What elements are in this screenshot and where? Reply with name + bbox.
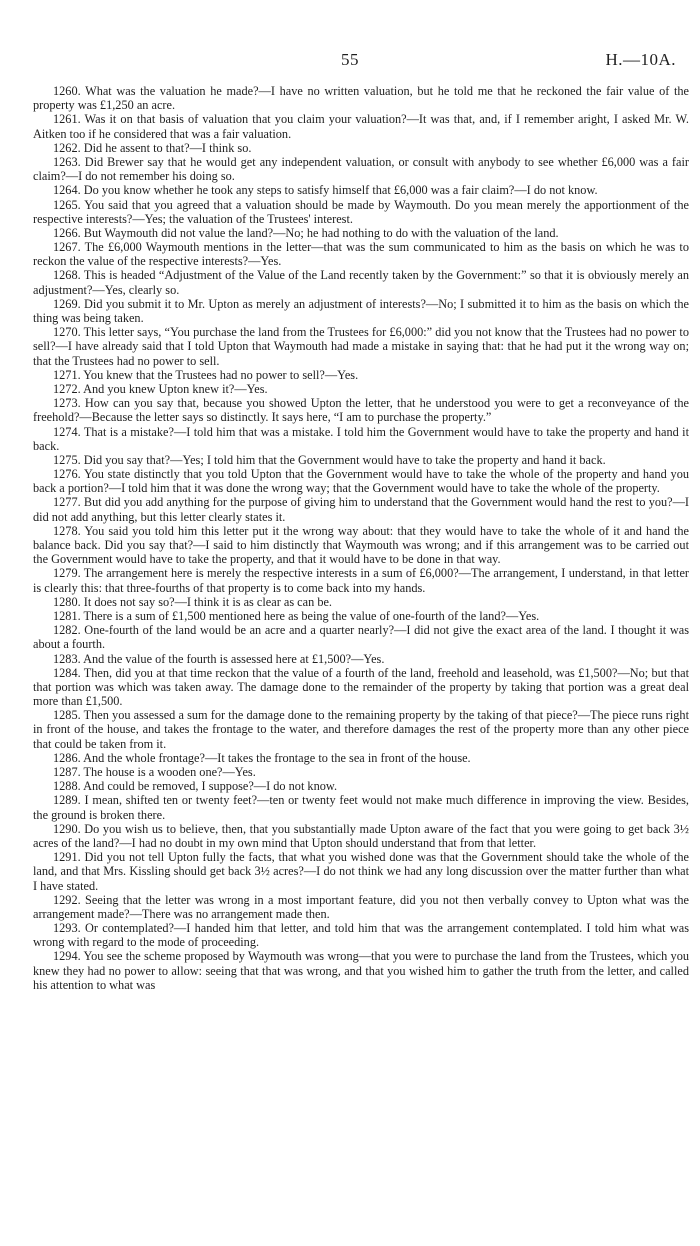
paragraph-1288: 1288. And could be removed, I suppose?—I do not know. (53, 779, 338, 794)
paragraph-1265: 1265. You said that you agreed that a valuation should be made by Waymouth. Do you mean merely the apportionment of the respective interests?—Yes; the valuation of the Trustees' interest. (33, 197, 689, 226)
paragraph-1263: 1263. Did Brewer say that he would get any independent valuation, or consult with anybody to see whether £6,000 was a fair claim?—I do not remember his doing so. (33, 154, 689, 184)
paragraph-1287: 1287. The house is a wooden one?—Yes. (53, 765, 256, 779)
document-body (33, 84, 689, 992)
paragraph-1268: 1268. This is headed “Adjustment of the Value of the Land recently taken by the Government:” so that it is obviously merely an adjustment?—Yes, clearly so. (33, 268, 689, 297)
paragraph-1278: 1278. You said you told him this letter put it the wrong way about: that they would have to take the whole of it and hand the balance back. Did you say that?—I said to him distinctly that Waymouth was wrong; and if this arrangement was to be carried out the Government would have to take the property, and that it would have to be done in that way. (33, 523, 689, 567)
paragraph-1261: 1261. Was it on that basis of valuation that you claim your valuation?—It was that, and, if I remember aright, I asked Mr. W. Aitken too if he considered that was a fair valuation. (33, 112, 689, 141)
paragraph-1290: 1290. Do you wish us to believe, then, that you substantially made Upton aware of the fact that you were going to get back 3½ acres of the land?—I had no doubt in my own mind that Upton should understand that from that letter. (33, 821, 689, 850)
paragraph-1292: 1292. Seeing that the letter was wrong in a most important feature, did you not then verbally convey to Upton what was the arrangement made?—There was no arrangement made then. (33, 892, 689, 921)
paragraph-1283: 1283. And the value of the fourth is assessed here at £1,500?—Yes. (53, 651, 385, 666)
paragraph-1260: 1260. What was the valuation he made?—I have no written valuation, but he told me that he reckoned the fair value of the property was £1,250 an acre. (33, 84, 689, 113)
paragraph-1266: 1266. But Waymouth did not value the land?—No; he had nothing to do with the valuation of the land. (53, 225, 559, 240)
paragraph-1282: 1282. One-fourth of the land would be an acre and a quarter nearly?—I did not give the exact area of the land. I thought it was about a fourth. (33, 623, 689, 652)
paragraph-1267: 1267. The £6,000 Waymouth mentions in the letter—that was the sum communicated to him as the basis on which he was to reckon the value of the respective interests?—Yes. (33, 240, 689, 269)
paragraph-1277: 1277. But did you add anything for the purpose of giving him to understand that the Government would hand the rest to you?—I did not add anything, but this letter clearly states it. (33, 495, 689, 524)
paragraph-1276: 1276. You state distinctly that you told Upton that the Government would have to take the whole of the property and hand you back a portion?—I told him that it was done the wrong way; that the Government would have to take the whole of the property. (33, 467, 689, 496)
paragraph-1289: 1289. I mean, shifted ten or twenty feet?—ten or twenty feet would not make much difference in improving the view. Besides, the ground is broken there. (33, 793, 689, 822)
paragraph-1269: 1269. Did you submit it to Mr. Upton as merely an adjustment of interests?—No; I submitted it to him as the basis on which the thing was being taken. (33, 296, 689, 325)
paragraph-1274: 1274. That is a mistake?—I told him that was a mistake. I told him the Government would have to take the property and hand it back. (33, 424, 689, 453)
document-reference: H.—10A. (605, 50, 676, 69)
paragraph-1275: 1275. Did you say that?—Yes; I told him that the Government would have to take the property and hand it back. (53, 452, 606, 467)
paragraph-1294: 1294. You see the scheme proposed by Waymouth was wrong—that you were to purchase the land from the Trustees, which you knew they had no power to allow: seeing that that was wrong, and that you wished him to gather the truth from the letter, and called his attention to what was (33, 949, 689, 992)
paragraph-1285: 1285. Then you assessed a sum for the damage done to the remaining property by the taking of that piece?—The piece runs right in front of the house, and takes the frontage to the water, and therefore damages the rest of the property more than any other piece that could be taken from it. (33, 708, 689, 751)
paragraph-1286: 1286. And the whole frontage?—It takes the frontage to the sea in front of the house. (53, 750, 471, 765)
page-number: 55 (341, 50, 359, 69)
paragraph-1291: 1291. Did you not tell Upton fully the facts, that what you wished done was that the Government should take the whole of the land, and that Mrs. Kissling should get back 3½ acres?—I do not think we had any long discussion over the matter further than what I have stated. (33, 850, 689, 893)
paragraph-1281: 1281. There is a sum of £1,500 mentioned here as being the value of one-fourth of the land?—Yes. (53, 608, 540, 623)
paragraph-1271: 1271. You knew that the Trustees had no power to sell?—Yes. (53, 367, 359, 382)
paragraph-1280: 1280. It does not say so?—I think it is as clear as can be. (53, 594, 333, 609)
paragraph-1272: 1272. And you knew Upton knew it?—Yes. (53, 381, 268, 396)
paragraph-1270: 1270. This letter says, “You purchase the land from the Trustees for £6,000:” did you not know that the Trustees had no power to sell?—I have already said that I told Upton that Waymouth had made a mistake in saying that: that he had put it the wrong way on; that the Trustees had no power to sell. (33, 325, 689, 368)
paragraph-1264: 1264. Do you know whether he took any steps to satisfy himself that £6,000 was a fair claim?—I do not know. (53, 183, 598, 198)
paragraph-1273: 1273. How can you say that, because you showed Upton the letter, that he understood you were to get a reconveyance of the freehold?—Because the letter says so distinctly. It says here, “I am to purchase the property.” (33, 396, 689, 425)
paragraph-1293: 1293. Or contemplated?—I handed him that letter, and told him that was the arrangement contemplated. I told him what was wrong with regard to the mode of proceeding. (33, 921, 689, 950)
paragraph-1279: 1279. The arrangement here is merely the respective interests in a sum of £6,000?—The arrangement, I understand, in that letter is clearly this: that three-fourths of that property is to come back into my hands. (33, 566, 689, 595)
paragraph-1262: 1262. Did he assent to that?—I think so. (53, 140, 252, 155)
paragraph-1284: 1284. Then, did you at that time reckon that the value of a fourth of the land, freehold and leasehold, was £1,500?—No; but that that portion was which was taken away. The damage done to the remainder of the property by taking that portion was a great deal more than £1,500. (33, 665, 689, 709)
